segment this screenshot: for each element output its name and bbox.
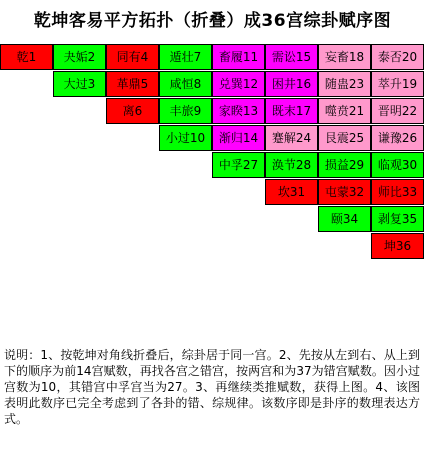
grid-cell: 屯蒙32 [318,179,371,205]
grid-cell: 艮震25 [318,125,371,151]
grid-cell: 师比33 [371,179,424,205]
grid-cell: 既末17 [265,98,318,124]
grid-cell: 需讼15 [265,44,318,70]
grid-cell: 蹇解24 [265,125,318,151]
grid-cell: 剥复35 [371,206,424,232]
grid-cell: 坤36 [371,233,424,259]
page-title: 乾坤客易平方拓扑（折叠）成36宫综卦赋序图 [33,11,392,31]
grid-cell: 畜履11 [212,44,265,70]
grid-cell: 随蛊23 [318,71,371,97]
grid-cell: 颐34 [318,206,371,232]
grid-cell: 晋明22 [371,98,424,124]
grid-cell: 涣节28 [265,152,318,178]
grid-cell: 遁壮7 [159,44,212,70]
grid-cell: 谦豫26 [371,125,424,151]
grid-cell: 离6 [106,98,159,124]
grid-cell: 咸恒8 [159,71,212,97]
grid-cell: 同有4 [106,44,159,70]
grid-cell: 兑巽12 [212,71,265,97]
grid-cell: 坎31 [265,179,318,205]
grid-cell: 大过3 [53,71,106,97]
grid-cell: 困井16 [265,71,318,97]
grid-cell: 萃升19 [371,71,424,97]
grid-cell: 小过10 [159,125,212,151]
grid-cell: 革鼎5 [106,71,159,97]
grid-cell: 临观30 [371,152,424,178]
grid-cell: 噬贲21 [318,98,371,124]
grid-cell: 夬姤2 [53,44,106,70]
grid-cell: 渐归14 [212,125,265,151]
grid-cell: 妄畜18 [318,44,371,70]
grid-cell: 中孚27 [212,152,265,178]
grid-cell: 丰旅9 [159,98,212,124]
grid-cell: 损益29 [318,152,371,178]
grid-cell: 乾1 [0,44,53,70]
grid-cell: 泰否20 [371,44,424,70]
grid-cell: 家睽13 [212,98,265,124]
explanation-note: 说明：1、按乾坤对角线折叠后，综卦居于同一宫。2、先按从左到右、从上到下的顺序为前14宫赋数，再找各宫之错宫，按两宫和为37为错宫赋数。因小过宫数为10，其错宫中孚宫当为27。3、再继续类推赋数，获得上图。4、该图表明此数序已完全考虑到了各卦的错、综规律。该数序即是卦序的数理表达方式。 [4,348,420,426]
